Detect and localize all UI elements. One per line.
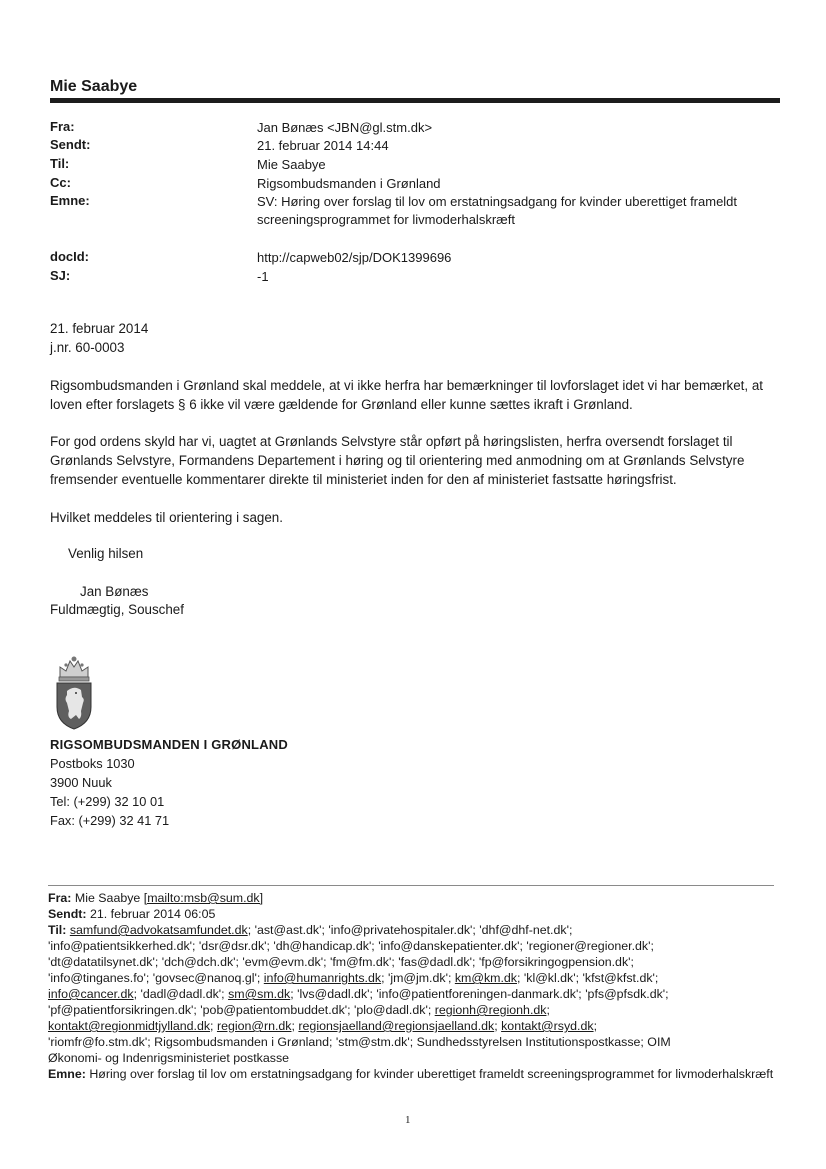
meta-value-sj: -1 [257,269,269,284]
letter-date: 21. februar 2014 [50,321,149,336]
letter-paragraph-3: Hvilket meddeles til orientering i sagen. [50,510,283,525]
recipient-link[interactable]: kontakt@regionmidtjylland.dk [48,1019,211,1033]
org-fax: Fax: (+299) 32 41 71 [50,813,170,828]
fwd-to-label: Til: [48,923,67,937]
recipient-link[interactable]: sm@sm.dk [228,987,291,1001]
forwarded-to-line-3: 'dt@datatilsynet.dk'; 'dch@dch.dk'; 'evm@evm.dk'; 'fm@fm.dk'; 'fas@dadl.dk'; 'fp@forsikringogpension.dk'; [48,955,634,969]
meta-label-subject: Emne: [50,193,90,208]
forwarded-divider [48,885,774,886]
meta-value-to: Mie Saabye [257,157,326,172]
forwarded-subject [48,1066,778,1082]
recipient-link[interactable]: km@km.dk [454,971,517,985]
title-rule [50,98,780,103]
org-address-2: 3900 Nuuk [50,775,112,790]
coat-of-arms-logo [52,655,96,731]
meta-value-subject: SV: Høring over forslag til lov om erstatningsadgang for kvinder uberettiget frameldt screeningsprogrammet for livmoderhalskræft [257,194,738,227]
signer-name: Jan Bønæs [80,584,149,599]
forwarded-to-line-1 [48,922,788,938]
recipient-text: ; 'ast@ast.dk'; 'info@privatehospitaler.dk'; 'dhf@dhf-net.dk'; [247,923,573,937]
signer-title: Fuldmægtig, Souschef [50,602,184,617]
org-name: RIGSOMBUDSMANDEN I GRØNLAND [50,737,288,752]
recipient-link[interactable]: info@cancer.dk [48,987,134,1001]
fwd-subject-value: Høring over forslag til lov om erstatningsadgang for kvinder uberettiget frameldt screeningsprogrammet for livmoderhalskræft [89,1067,774,1081]
fwd-from-name: Mie Saabye [74,891,141,905]
recipient-text: 'pf@patientforsikringen.dk'; 'pob@patientombuddet.dk'; 'plo@dadl.dk'; [48,1003,435,1017]
meta-label-sj: SJ: [50,268,71,283]
recipient-separator: ; [291,1019,299,1033]
forwarded-sent-line [48,906,788,922]
meta-value-from: Jan Bønæs <JBN@gl.stm.dk> [257,120,433,135]
meta-label-cc: Cc: [50,175,71,190]
recipient-link[interactable]: kontakt@rsyd.dk [501,1019,594,1033]
letter-jnr: j.nr. 60-0003 [50,340,125,355]
forwarded-to-line-7 [48,1018,788,1034]
fwd-sent-label: Sendt: [48,907,87,921]
meta-value-sent: 21. februar 2014 14:44 [257,138,389,153]
meta-value-cc: Rigsombudsmanden i Grønland [257,176,441,191]
recipient-text: ; 'lvs@dadl.dk'; 'info@patientforeningen-danmark.dk'; 'pfs@pfsdk.dk'; [290,987,669,1001]
forwarded-to-line-4 [48,970,788,986]
recipient-link[interactable]: regionsjaelland@regionsjaelland.dk [298,1019,495,1033]
recipient-text: 'info@tinganes.fo'; 'govsec@nanoq.gl'; [48,971,264,985]
recipient-link[interactable]: samfund@advokatsamfundet.dk [69,923,248,937]
org-address-1: Postboks 1030 [50,756,135,771]
forwarded-from-line [48,890,788,906]
recipient-text: ; 'kl@kl.dk'; 'kfst@kfst.dk'; [517,971,659,985]
recipient-link[interactable]: info@humanrights.dk [263,971,382,985]
meta-label-sent: Sendt: [50,137,91,152]
letter-paragraph-2: For god ordens skyld har vi, uagtet at Grønlands Selvstyre står opført på høringslisten, herfra oversendt forslaget til Grønlands Selvstyre, Formandens Departement i høring og til orientering med anmodning om at Grønlands Selvstyre fremsender eventuelle kommentarer direkte til ministeriet inden for den af ministeriet fastsatte høringsfrist. [50,434,745,487]
meta-value-docid: http://capweb02/sjp/DOK1399696 [257,250,452,265]
meta-label-docid: docId: [50,249,89,264]
meta-label-to: Til: [50,156,70,171]
meta-label-from: Fra: [50,119,75,134]
forwarded-to-line-9: Økonomi- og Indenrigsministeriet postkasse [48,1051,290,1065]
org-tel: Tel: (+299) 32 10 01 [50,794,165,809]
fwd-subject-label: Emne: [48,1067,86,1081]
fwd-from-label: Fra: [48,891,72,905]
page-number: 1 [405,1114,411,1126]
recipient-text: ; 'dadl@dadl.dk'; [133,987,229,1001]
recipient-link[interactable]: regionh@regionh.dk [434,1003,547,1017]
forwarded-to-line-5 [48,986,788,1002]
recipient-separator: ; [593,1019,598,1033]
forwarded-to-line-2: 'info@patientsikkerhed.dk'; 'dsr@dsr.dk'; 'dh@handicap.dk'; 'info@danskepatienter.dk'; 'regioner@regioner.dk'; [48,939,654,953]
forwarded-to-line-6 [48,1002,788,1018]
document-title: Mie Saabye [50,78,138,95]
recipient-separator: ; [494,1019,502,1033]
recipient-separator: ; [210,1019,217,1033]
letter-greeting: Venlig hilsen [68,546,144,561]
fwd-from-mailto-link[interactable]: [mailto:msb@sum.dk] [143,891,264,905]
letter-paragraph-1: Rigsombudsmanden i Grønland skal meddele, at vi ikke herfra har bemærkninger til lovforslaget idet vi har bemærket, at loven efter forslagets § 6 ikke vil være gældende for Grønland eller kunne sættes ikraft i Grønland. [50,378,763,412]
recipient-text: ; 'jm@jm.dk'; [381,971,455,985]
recipient-link[interactable]: region@rn.dk [216,1019,292,1033]
fwd-sent-value: 21. februar 2014 06:05 [90,907,216,921]
forwarded-to-line-8: 'riomfr@fo.stm.dk'; Rigsombudsmanden i Grønland; 'stm@stm.dk'; Sundhedsstyrelsen Institutionspostkasse; OIM [48,1035,671,1049]
recipient-text: ; [546,1003,550,1017]
